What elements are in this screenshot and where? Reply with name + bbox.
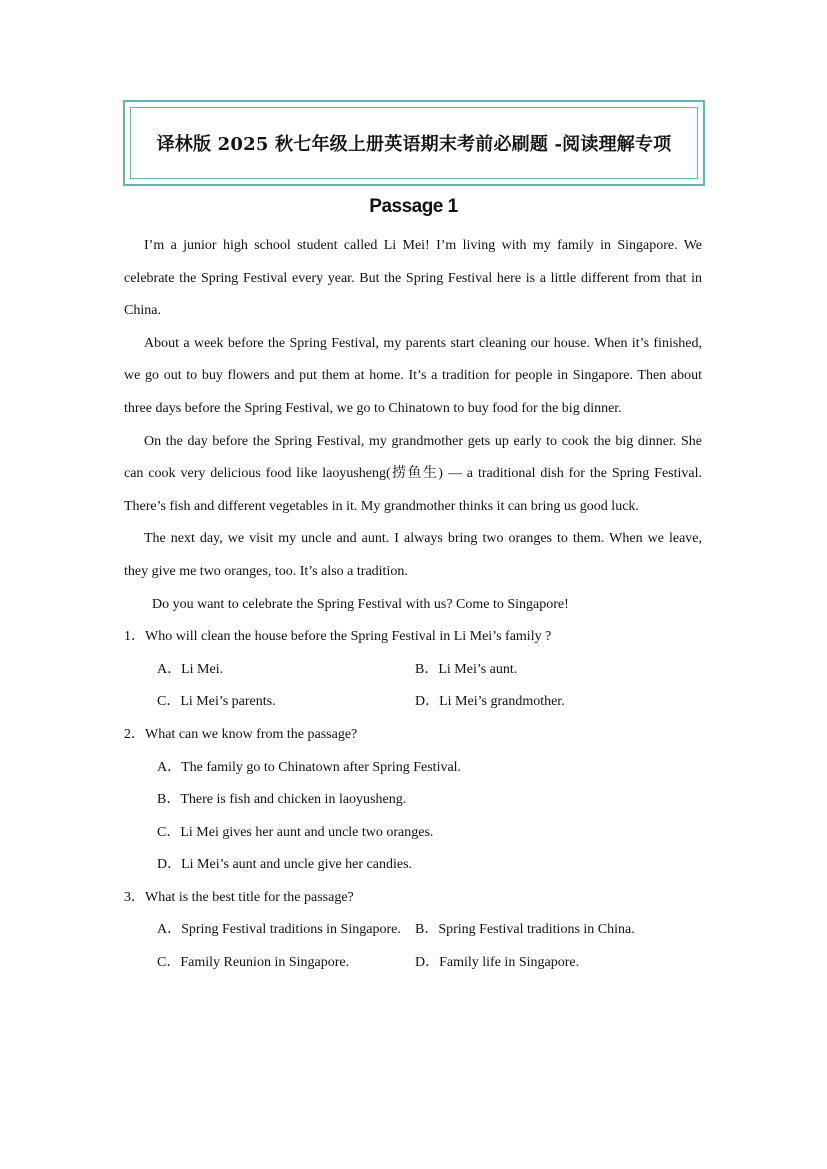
question-1-option-c: C．Li Mei’s parents.	[157, 694, 276, 710]
title-inner-border	[130, 107, 698, 179]
passage-body	[124, 230, 702, 980]
paragraph-2: About a week before the Spring Festival, my parents start cleaning our house. When it’s finished, we go out to buy flowers and put them at home. It’s a tradition for people in Singapore. Then about three days before the Spring Festival, we go to Chinatown to buy food for the big dinner.	[124, 335, 702, 416]
question-3-options-row-2	[124, 947, 702, 980]
question-2-option-b: B．There is fish and chicken in laoyusheng.	[157, 792, 407, 808]
title-box	[123, 100, 705, 186]
question-3-options-row-1	[124, 914, 702, 947]
question-2-option-a: A．The family go to Chinatown after Spring Festival.	[157, 759, 462, 775]
question-3-stem: 3．What is the best title for the passage?	[124, 889, 354, 905]
question-3-option-b: B．Spring Festival traditions in China.	[415, 922, 635, 938]
question-3-option-c: C．Family Reunion in Singapore.	[157, 955, 350, 971]
question-1-option-b: B．Li Mei’s aunt.	[415, 661, 518, 677]
question-3-option-a: A．Spring Festival traditions in Singapore.	[157, 922, 401, 938]
question-2-option-d: D．Li Mei’s aunt and uncle give her candies.	[157, 857, 413, 873]
question-1-option-a: A．Li Mei.	[157, 661, 224, 677]
paragraph-4: The next day, we visit my uncle and aunt. I always bring two oranges to them. When we leave, they give me two oranges, too. It’s also a tradition.	[124, 531, 702, 579]
passage-title: Passage 1	[369, 196, 458, 217]
question-1-stem: 1．Who will clean the house before the Spring Festival in Li Mei’s family ?	[124, 629, 552, 645]
question-1-option-d: D．Li Mei’s grandmother.	[415, 694, 565, 710]
question-3-option-d: D．Family life in Singapore.	[415, 955, 580, 971]
closing-line: Do you want to celebrate the Spring Festival with us? Come to Singapore!	[152, 596, 569, 612]
document-title: 译林版 2025 秋七年级上册英语期末考前必刷题 -阅读理解专项	[156, 134, 672, 155]
question-1-options-row-2	[124, 686, 702, 719]
question-2-option-c: C．Li Mei gives her aunt and uncle two oranges.	[157, 824, 434, 840]
question-1-options-row-1	[124, 654, 702, 687]
paragraph-3: On the day before the Spring Festival, my grandmother gets up early to cook the big dinner. She can cook very delicious food like laoyusheng(捞鱼生) — a traditional dish for the Spring Festival. There’s fish and different vegetables in it. My grandmother thinks it can bring us good luck.	[124, 433, 702, 514]
question-2-stem: 2．What can we know from the passage?	[124, 726, 358, 742]
paragraph-1: I’m a junior high school student called Li Mei! I’m living with my family in Singapore. We celebrate the Spring Festival every year. But the Spring Festival here is a little different from that in China.	[124, 238, 702, 319]
